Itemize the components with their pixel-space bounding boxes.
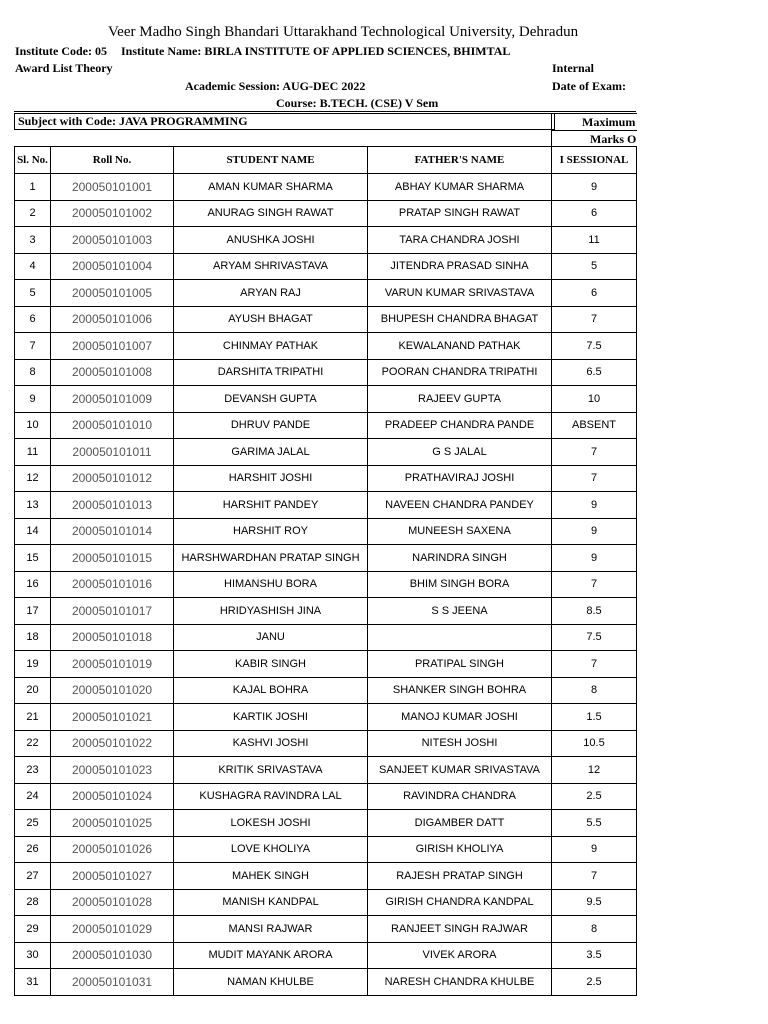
cell-fathers-name: SHANKER SINGH BOHRA [368,677,552,704]
cell-student-name: KABIR SINGH [174,651,368,678]
cell-i-sessional: 3.5 [552,942,637,969]
cell-roll-no: 200050101015 [51,545,174,572]
cell-student-name: AYUSH BHAGAT [174,306,368,333]
cell-student-name: MANISH KANDPAL [174,889,368,916]
cell-sl-no: 21 [15,704,51,731]
cell-fathers-name: SANJEET KUMAR SRIVASTAVA [368,757,552,784]
cell-i-sessional: 5.5 [552,810,637,837]
cell-fathers-name: RAJEEV GUPTA [368,386,552,413]
table-row [15,465,637,492]
cell-i-sessional: 2.5 [552,969,637,996]
cell-i-sessional: ABSENT [552,412,637,439]
cell-sl-no: 25 [15,810,51,837]
cell-student-name: KRITIK SRIVASTAVA [174,757,368,784]
cell-sl-no: 28 [15,889,51,916]
cell-sl-no: 5 [15,280,51,307]
table-row [15,810,637,837]
col-student-name: STUDENT NAME [174,147,368,174]
table-row [15,942,637,969]
cell-roll-no: 200050101023 [51,757,174,784]
cell-roll-no: 200050101003 [51,227,174,254]
cell-sl-no: 4 [15,253,51,280]
cell-sl-no: 12 [15,465,51,492]
cell-i-sessional: 7 [552,465,637,492]
subject-label: Subject with Code: JAVA PROGRAMMING [14,113,555,130]
cell-roll-no: 200050101007 [51,333,174,360]
table-row [15,227,637,254]
cell-roll-no: 200050101016 [51,571,174,598]
cell-fathers-name: PRATAP SINGH RAWAT [368,200,552,227]
cell-i-sessional: 7 [552,863,637,890]
date-of-exam-label: Date of Exam: [552,79,626,93]
cell-i-sessional: 7 [552,651,637,678]
cell-student-name: HIMANSHU BORA [174,571,368,598]
table-row [15,836,637,863]
table-row [15,651,637,678]
table-row [15,280,637,307]
table-header-row [15,147,637,174]
cell-roll-no: 200050101012 [51,465,174,492]
cell-fathers-name: PRATIPAL SINGH [368,651,552,678]
cell-fathers-name: MUNEESH SAXENA [368,518,552,545]
cell-i-sessional: 8 [552,916,637,943]
table-row [15,439,637,466]
cell-i-sessional: 6 [552,280,637,307]
cell-i-sessional: 6.5 [552,359,637,386]
cell-fathers-name: KEWALANAND PATHAK [368,333,552,360]
cell-student-name: KUSHAGRA RAVINDRA LAL [174,783,368,810]
internal-label: Internal [552,61,594,75]
cell-student-name: DEVANSH GUPTA [174,386,368,413]
col-fathers-name: FATHER'S NAME [368,147,552,174]
cell-fathers-name: G S JALAL [368,439,552,466]
cell-i-sessional: 7.5 [552,624,637,651]
cell-fathers-name: GIRISH CHANDRA KANDPAL [368,889,552,916]
institute-line [15,44,510,59]
cell-sl-no: 13 [15,492,51,519]
table-row [15,412,637,439]
award-list-label: Award List Theory [15,61,113,75]
cell-student-name: MAHEK SINGH [174,863,368,890]
cell-student-name: MANSI RAJWAR [174,916,368,943]
cell-fathers-name: RAJESH PRATAP SINGH [368,863,552,890]
max-marks-box [551,113,637,146]
cell-student-name: ARYAM SHRIVASTAVA [174,253,368,280]
cell-student-name: HRIDYASHISH JINA [174,598,368,625]
cell-roll-no: 200050101013 [51,492,174,519]
cell-roll-no: 200050101006 [51,306,174,333]
cell-student-name: LOKESH JOSHI [174,810,368,837]
max-divider [552,130,637,131]
table-row [15,253,637,280]
institute-name: Institute Name: BIRLA INSTITUTE OF APPLIED SCIENCES, BHIMTAL [121,44,511,58]
cell-student-name: KASHVI JOSHI [174,730,368,757]
cell-roll-no: 200050101008 [51,359,174,386]
cell-student-name: DHRUV PANDE [174,412,368,439]
cell-student-name: HARSHIT ROY [174,518,368,545]
table-row [15,386,637,413]
cell-student-name: HARSHIT JOSHI [174,465,368,492]
table-body [15,174,637,996]
cell-roll-no: 200050101019 [51,651,174,678]
table-row [15,783,637,810]
cell-student-name: GARIMA JALAL [174,439,368,466]
cell-fathers-name: NAVEEN CHANDRA PANDEY [368,492,552,519]
university-title: Veer Madho Singh Bhandari Uttarakhand Technological University, Dehradun [108,24,579,40]
cell-fathers-name: DIGAMBER DATT [368,810,552,837]
table-row [15,969,637,996]
table-row [15,571,637,598]
table-row [15,704,637,731]
marks-obtained-label: Marks O [590,132,637,146]
cell-sl-no: 20 [15,677,51,704]
cell-roll-no: 200050101030 [51,942,174,969]
table-row [15,545,637,572]
table-row [15,677,637,704]
cell-fathers-name [368,624,552,651]
institute-code: Institute Code: 05 [15,44,107,58]
cell-sl-no: 2 [15,200,51,227]
cell-student-name: KAJAL BOHRA [174,677,368,704]
cell-student-name: NAMAN KHULBE [174,969,368,996]
table-row [15,492,637,519]
cell-roll-no: 200050101029 [51,916,174,943]
cell-sl-no: 9 [15,386,51,413]
cell-roll-no: 200050101021 [51,704,174,731]
cell-roll-no: 200050101018 [51,624,174,651]
cell-sl-no: 10 [15,412,51,439]
cell-roll-no: 200050101010 [51,412,174,439]
cell-student-name: JANU [174,624,368,651]
table-row [15,757,637,784]
table-row [15,333,637,360]
cell-sl-no: 30 [15,942,51,969]
cell-sl-no: 26 [15,836,51,863]
cell-fathers-name: BHUPESH CHANDRA BHAGAT [368,306,552,333]
cell-student-name: HARSHIT PANDEY [174,492,368,519]
header-divider [14,111,636,112]
maximum-label: Maximum [582,115,636,129]
cell-sl-no: 31 [15,969,51,996]
cell-sl-no: 18 [15,624,51,651]
cell-sl-no: 29 [15,916,51,943]
cell-fathers-name: JITENDRA PRASAD SINHA [368,253,552,280]
cell-sl-no: 19 [15,651,51,678]
cell-student-name: ARYAN RAJ [174,280,368,307]
cell-fathers-name: TARA CHANDRA JOSHI [368,227,552,254]
cell-i-sessional: 7 [552,571,637,598]
cell-student-name: ANUSHKA JOSHI [174,227,368,254]
cell-i-sessional: 10.5 [552,730,637,757]
cell-student-name: CHINMAY PATHAK [174,333,368,360]
cell-i-sessional: 9 [552,492,637,519]
cell-student-name: ANURAG SINGH RAWAT [174,200,368,227]
cell-sl-no: 27 [15,863,51,890]
cell-roll-no: 200050101002 [51,200,174,227]
cell-sl-no: 17 [15,598,51,625]
cell-fathers-name: VARUN KUMAR SRIVASTAVA [368,280,552,307]
col-roll-no: Roll No. [51,147,174,174]
cell-fathers-name: RANJEET SINGH RAJWAR [368,916,552,943]
cell-sl-no: 14 [15,518,51,545]
cell-fathers-name: MANOJ KUMAR JOSHI [368,704,552,731]
cell-roll-no: 200050101017 [51,598,174,625]
cell-i-sessional: 5 [552,253,637,280]
cell-student-name: HARSHWARDHAN PRATAP SINGH [174,545,368,572]
cell-i-sessional: 8.5 [552,598,637,625]
cell-roll-no: 200050101025 [51,810,174,837]
table-row [15,916,637,943]
cell-i-sessional: 6 [552,200,637,227]
table-row [15,598,637,625]
cell-roll-no: 200050101024 [51,783,174,810]
cell-fathers-name: GIRISH KHOLIYA [368,836,552,863]
cell-fathers-name: PRADEEP CHANDRA PANDE [368,412,552,439]
award-list-table [14,146,637,996]
cell-sl-no: 7 [15,333,51,360]
col-sl-no: Sl. No. [15,147,51,174]
cell-i-sessional: 7 [552,439,637,466]
cell-sl-no: 3 [15,227,51,254]
cell-student-name: LOVE KHOLIYA [174,836,368,863]
cell-i-sessional: 9 [552,518,637,545]
cell-roll-no: 200050101028 [51,889,174,916]
cell-i-sessional: 9 [552,174,637,201]
cell-student-name: AMAN KUMAR SHARMA [174,174,368,201]
cell-student-name: KARTIK JOSHI [174,704,368,731]
cell-roll-no: 200050101026 [51,836,174,863]
cell-sl-no: 15 [15,545,51,572]
cell-i-sessional: 10 [552,386,637,413]
cell-i-sessional: 12 [552,757,637,784]
cell-i-sessional: 1.5 [552,704,637,731]
cell-roll-no: 200050101005 [51,280,174,307]
table-row [15,359,637,386]
cell-i-sessional: 2.5 [552,783,637,810]
table-row [15,200,637,227]
table-row [15,624,637,651]
table-row [15,889,637,916]
cell-sl-no: 23 [15,757,51,784]
table-row [15,730,637,757]
table-row [15,863,637,890]
cell-fathers-name: NARINDRA SINGH [368,545,552,572]
cell-i-sessional: 9 [552,836,637,863]
cell-sl-no: 11 [15,439,51,466]
cell-sl-no: 1 [15,174,51,201]
cell-fathers-name: VIVEK ARORA [368,942,552,969]
cell-sl-no: 6 [15,306,51,333]
table-row [15,306,637,333]
cell-fathers-name: RAVINDRA CHANDRA [368,783,552,810]
cell-sl-no: 24 [15,783,51,810]
table-row [15,518,637,545]
course-label: Course: B.TECH. (CSE) V Sem [276,96,439,110]
col-i-sessional: I SESSIONAL [552,147,637,174]
cell-sl-no: 8 [15,359,51,386]
cell-i-sessional: 9.5 [552,889,637,916]
cell-roll-no: 200050101011 [51,439,174,466]
cell-roll-no: 200050101022 [51,730,174,757]
cell-roll-no: 200050101009 [51,386,174,413]
table-row [15,174,637,201]
cell-roll-no: 200050101001 [51,174,174,201]
academic-session: Academic Session: AUG-DEC 2022 [185,79,366,93]
cell-roll-no: 200050101014 [51,518,174,545]
cell-roll-no: 200050101020 [51,677,174,704]
cell-fathers-name: BHIM SINGH BORA [368,571,552,598]
cell-fathers-name: NARESH CHANDRA KHULBE [368,969,552,996]
cell-fathers-name: PRATHAVIRAJ JOSHI [368,465,552,492]
cell-sl-no: 22 [15,730,51,757]
cell-student-name: MUDIT MAYANK ARORA [174,942,368,969]
cell-fathers-name: S S JEENA [368,598,552,625]
cell-fathers-name: POORAN CHANDRA TRIPATHI [368,359,552,386]
cell-i-sessional: 7 [552,306,637,333]
cell-roll-no: 200050101027 [51,863,174,890]
cell-student-name: DARSHITA TRIPATHI [174,359,368,386]
cell-fathers-name: NITESH JOSHI [368,730,552,757]
cell-i-sessional: 11 [552,227,637,254]
cell-sl-no: 16 [15,571,51,598]
cell-i-sessional: 9 [552,545,637,572]
cell-i-sessional: 7.5 [552,333,637,360]
cell-roll-no: 200050101004 [51,253,174,280]
cell-fathers-name: ABHAY KUMAR SHARMA [368,174,552,201]
cell-i-sessional: 8 [552,677,637,704]
cell-roll-no: 200050101031 [51,969,174,996]
